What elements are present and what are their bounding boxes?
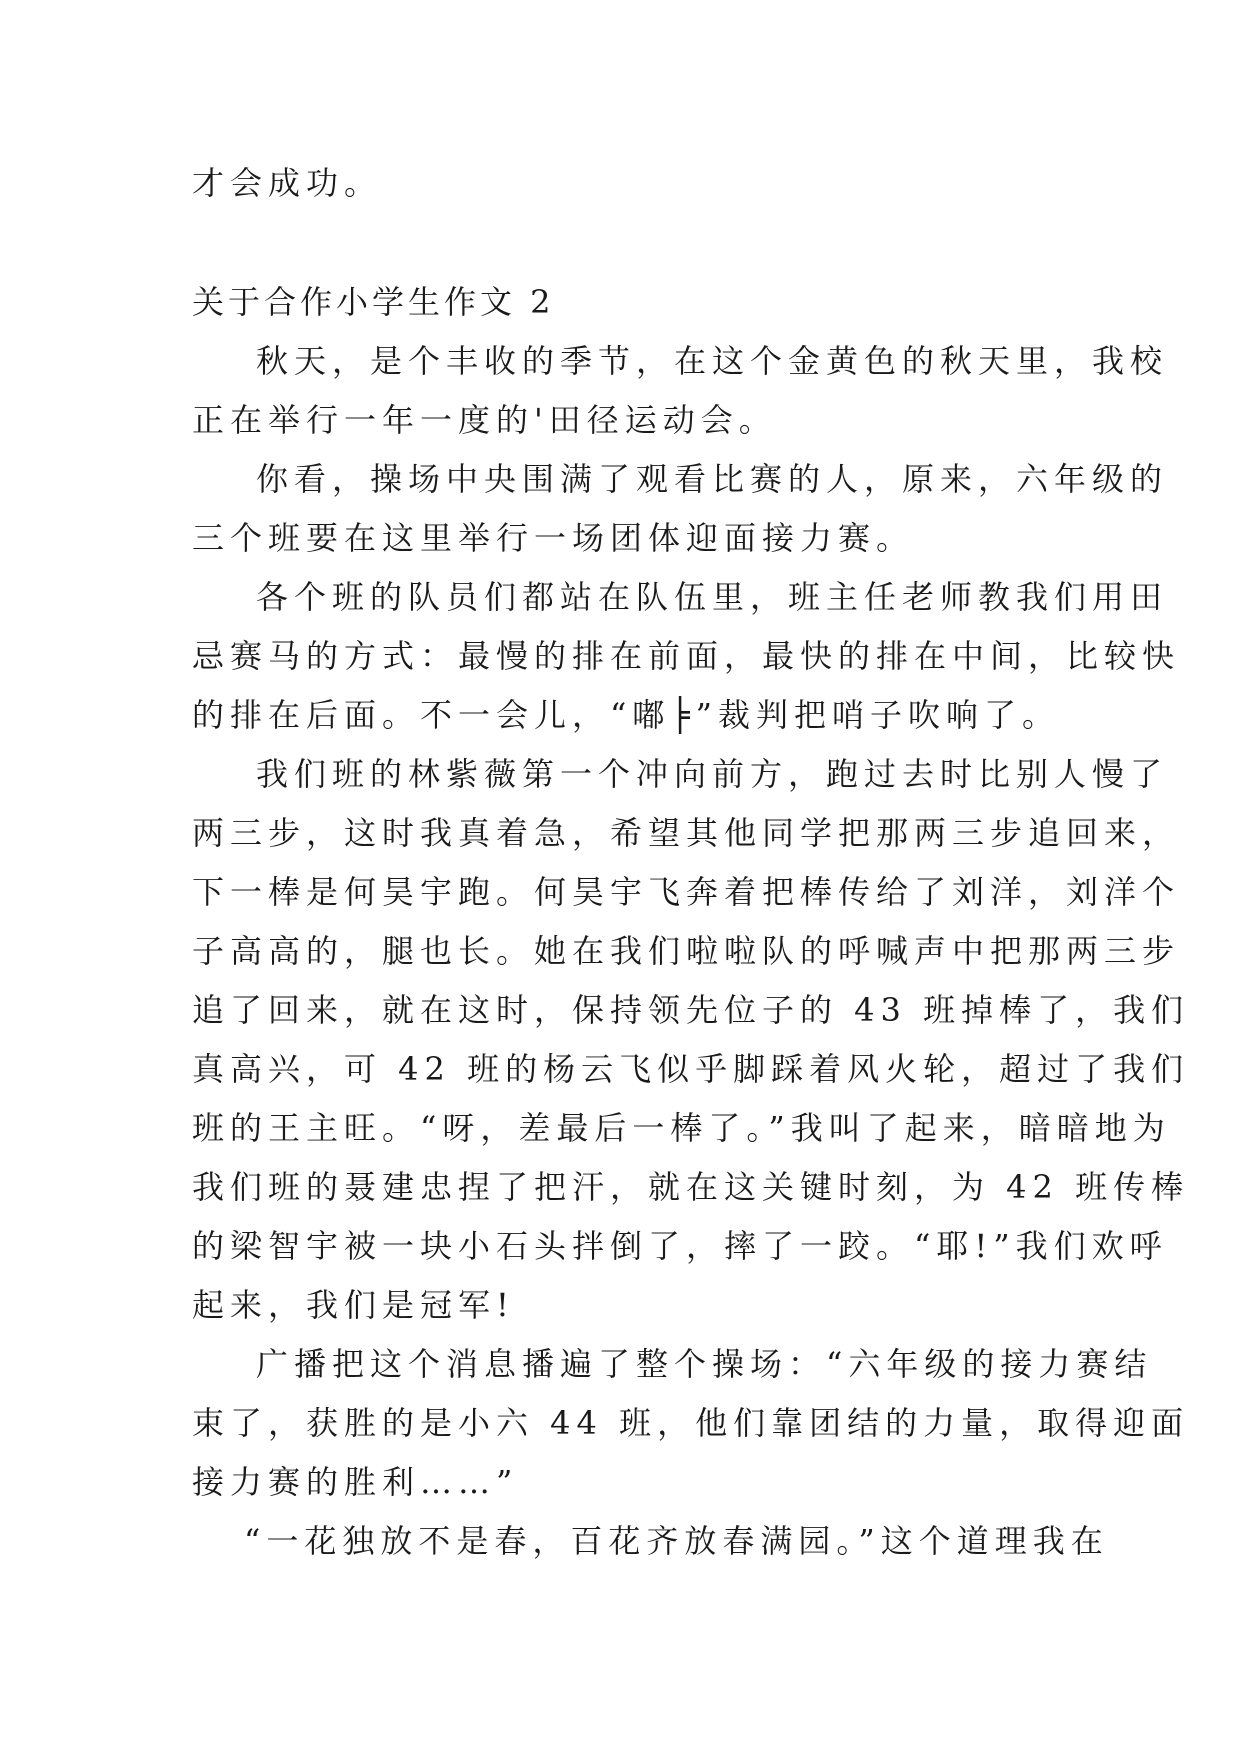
paragraph-line: 的梁智宇被一块小石头拌倒了，摔了一跤。“耶!”我们欢呼 bbox=[192, 1227, 1168, 1265]
paragraph-line: 起来，我们是冠军! bbox=[192, 1286, 515, 1324]
paragraph-line: 两三步，这时我真着急，希望其他同学把那两三步追回来， bbox=[192, 814, 1181, 852]
paragraph-line: 的排在后面。不一会儿，“嘟╞”裁判把哨子吹响了。 bbox=[192, 696, 1060, 734]
paragraph-line: 三个班要在这里举行一场团体迎面接力赛。 bbox=[192, 519, 915, 557]
paragraph-line: 广播把这个消息播遍了整个操场：“六年级的接力赛结 bbox=[256, 1345, 1153, 1383]
paragraph-line: 才会成功。 bbox=[192, 164, 383, 202]
document-body bbox=[192, 154, 1190, 1571]
essay-title: 关于合作小学生作文 2 bbox=[192, 283, 555, 321]
paragraph-line: 接力赛的胜利……” bbox=[192, 1463, 519, 1501]
paragraph-line: 子高高的，腿也长。她在我们啦啦队的呼喊声中把那两三步 bbox=[192, 932, 1181, 970]
paragraph-line: 班的王主旺。“呀，差最后一棒了。”我叫了起来，暗暗地为 bbox=[192, 1109, 1171, 1147]
paragraph-line: 各个班的队员们都站在队伍里，班主任老师教我们用田 bbox=[256, 578, 1169, 616]
paragraph-line: “一花独放不是春，百花齐放春满园。”这个道理我在 bbox=[244, 1522, 1109, 1560]
paragraph-line: 你看，操场中央围满了观看比赛的人，原来，六年级的 bbox=[256, 460, 1169, 498]
paragraph-line: 真高兴，可 42 班的杨云飞似乎脚踩着风火轮，超过了我们 bbox=[192, 1050, 1190, 1088]
paragraph-line: 秋天，是个丰收的季节，在这个金黄色的秋天里，我校 bbox=[256, 342, 1169, 380]
paragraph-line: 束了，获胜的是小六 44 班，他们靠团结的力量，取得迎面 bbox=[192, 1404, 1190, 1442]
paragraph-gap bbox=[192, 213, 1050, 273]
paragraph-line: 我们班的聂建忠捏了把汗，就在这关键时刻，为 42 班传棒 bbox=[192, 1168, 1190, 1206]
paragraph-line: 下一棒是何昊宇跑。何昊宇飞奔着把棒传给了刘洋，刘洋个 bbox=[192, 873, 1181, 911]
paragraph-line: 追了回来，就在这时，保持领先位子的 43 班掉棒了，我们 bbox=[192, 991, 1190, 1029]
paragraph-line: 正在举行一年一度的'田径运动会。 bbox=[192, 401, 777, 439]
paragraph-line: 忌赛马的方式：最慢的排在前面，最快的排在中间，比较快 bbox=[192, 637, 1181, 675]
paragraph-line: 我们班的林紫薇第一个冲向前方，跑过去时比别人慢了 bbox=[256, 755, 1169, 793]
